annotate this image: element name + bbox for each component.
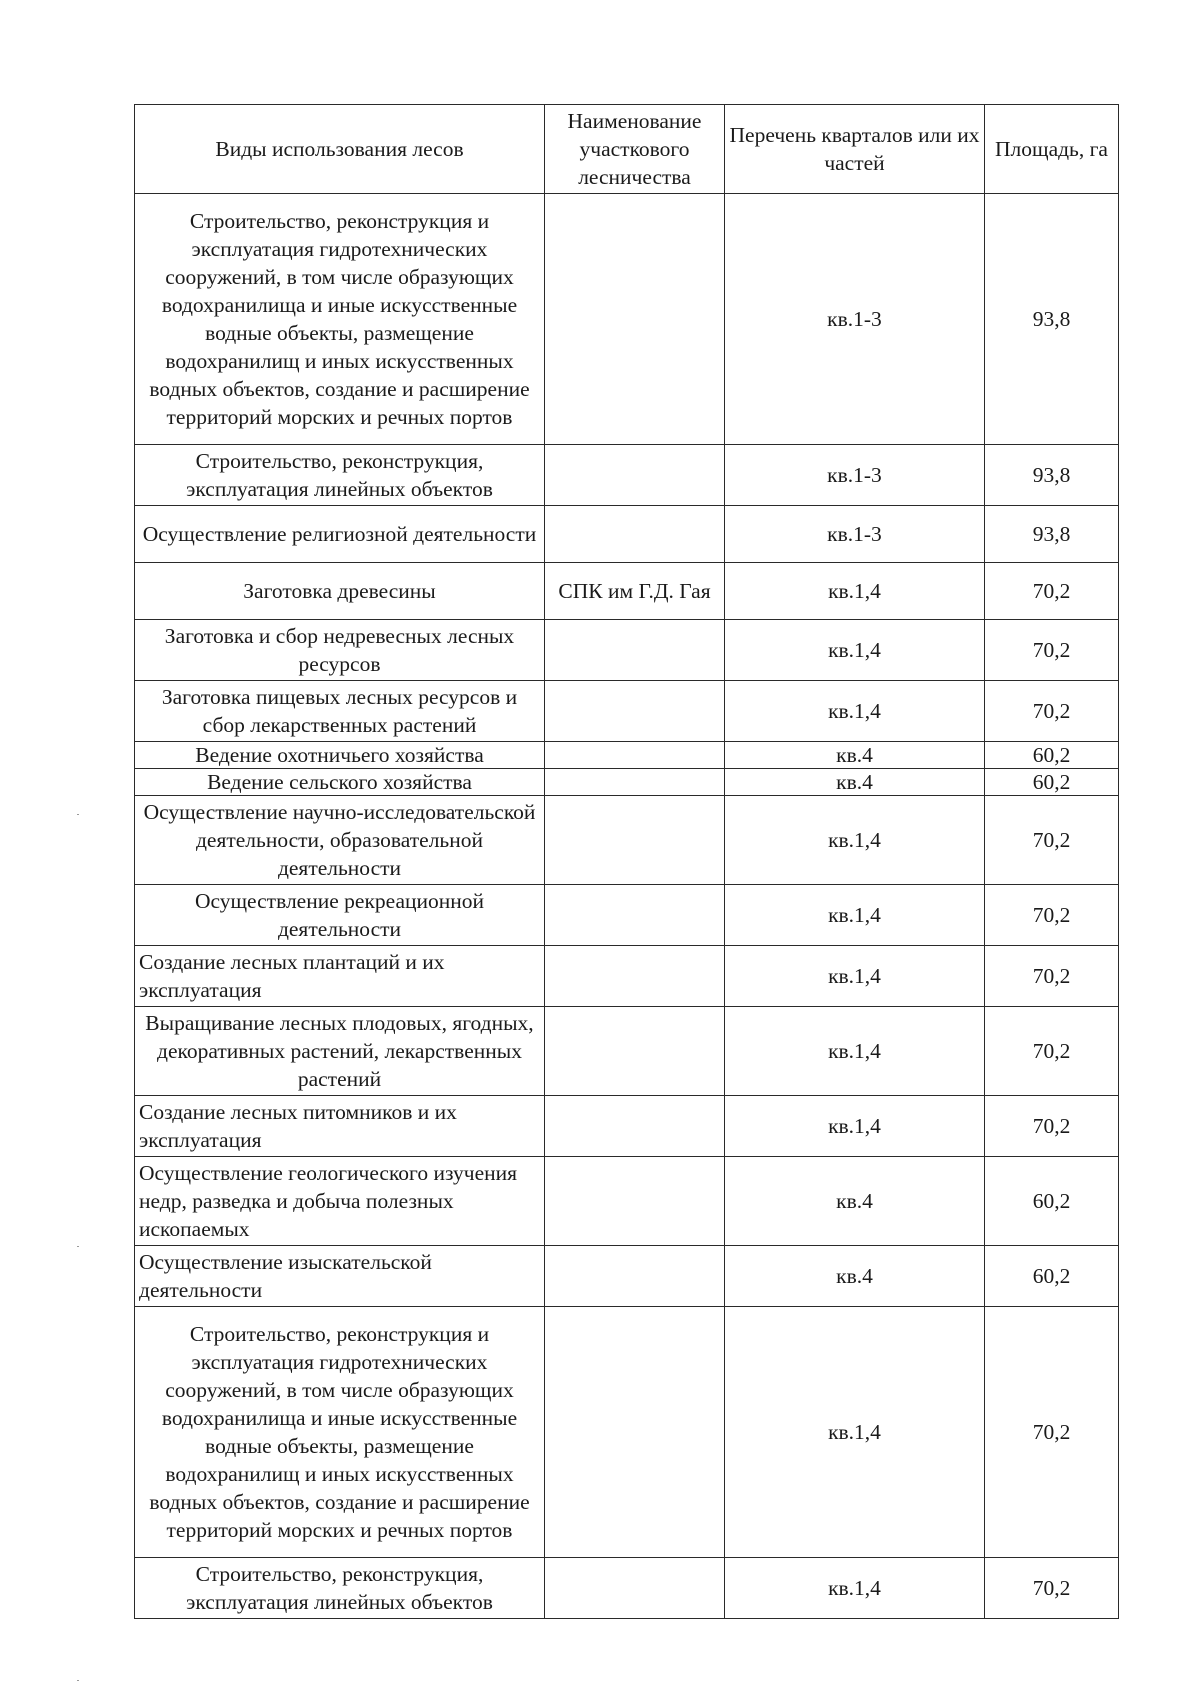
table-row (135, 620, 1119, 681)
quarters-cell: кв.4 (725, 1246, 985, 1307)
table-row (135, 1246, 1119, 1307)
table-row (135, 885, 1119, 946)
forestry-cell (545, 1307, 725, 1558)
quarters-cell: кв.4 (725, 742, 985, 769)
forestry-cell (545, 742, 725, 769)
forestry-cell (545, 1007, 725, 1096)
area-cell: 60,2 (985, 769, 1119, 796)
forestry-cell (545, 1558, 725, 1619)
quarters-cell: кв.1-3 (725, 445, 985, 506)
area-cell: 60,2 (985, 1157, 1119, 1246)
table-row (135, 1007, 1119, 1096)
area-cell: 70,2 (985, 1307, 1119, 1558)
table-row (135, 946, 1119, 1007)
forest-use-cell: Заготовка пищевых лесных ресурсов и сбор лекарственных растений (135, 681, 545, 742)
table-row (135, 742, 1119, 769)
scan-artifact (77, 814, 79, 815)
table-row (135, 1558, 1119, 1619)
forestry-cell (545, 1096, 725, 1157)
forest-use-cell: Осуществление изыскательской деятельности (135, 1246, 545, 1307)
forest-use-cell: Строительство, реконструкция, эксплуатация линейных объектов (135, 1558, 545, 1619)
forestry-cell (545, 885, 725, 946)
forest-use-cell: Заготовка и сбор недревесных лесных ресурсов (135, 620, 545, 681)
forest-use-cell: Осуществление геологического изучения недр, разведка и добыча полезных ископаемых (135, 1157, 545, 1246)
quarters-cell: кв.4 (725, 1157, 985, 1246)
forest-use-cell: Заготовка древесины (135, 563, 545, 620)
forest-use-cell: Создание лесных питомников и их эксплуатация (135, 1096, 545, 1157)
area-cell: 93,8 (985, 194, 1119, 445)
table-header-row (135, 105, 1119, 194)
area-cell: 60,2 (985, 742, 1119, 769)
area-cell: 70,2 (985, 1096, 1119, 1157)
table-row (135, 563, 1119, 620)
forestry-cell (545, 1157, 725, 1246)
forestry-cell (545, 445, 725, 506)
forestry-cell (545, 769, 725, 796)
forestry-cell: СПК им Г.Д. Гая (545, 563, 725, 620)
table-row (135, 194, 1119, 445)
quarters-cell: кв.1,4 (725, 1558, 985, 1619)
quarters-cell: кв.1,4 (725, 796, 985, 885)
header-forest-use-type: Виды использования лесов (135, 105, 545, 194)
quarters-cell: кв.4 (725, 769, 985, 796)
quarters-cell: кв.1,4 (725, 620, 985, 681)
quarters-cell: кв.1,4 (725, 885, 985, 946)
table-row (135, 1307, 1119, 1558)
area-cell: 70,2 (985, 885, 1119, 946)
quarters-cell: кв.1-3 (725, 194, 985, 445)
forest-use-cell: Ведение охотничьего хозяйства (135, 742, 545, 769)
forestry-cell (545, 1246, 725, 1307)
area-cell: 70,2 (985, 796, 1119, 885)
table-row (135, 445, 1119, 506)
area-cell: 70,2 (985, 946, 1119, 1007)
area-cell: 93,8 (985, 506, 1119, 563)
scan-artifact (77, 1680, 79, 1681)
quarters-cell: кв.1-3 (725, 506, 985, 563)
scan-artifact (77, 1246, 79, 1247)
area-cell: 70,2 (985, 620, 1119, 681)
header-quarters-list: Перечень кварталов или их частей (725, 105, 985, 194)
header-area: Площадь, га (985, 105, 1119, 194)
forest-use-cell: Выращивание лесных плодовых, ягодных, декоративных растений, лекарственных растений (135, 1007, 545, 1096)
area-cell: 70,2 (985, 563, 1119, 620)
forestry-cell (545, 946, 725, 1007)
quarters-cell: кв.1,4 (725, 1007, 985, 1096)
header-district-forestry: Наименование участкового лесничества (545, 105, 725, 194)
area-cell: 60,2 (985, 1246, 1119, 1307)
forest-use-cell: Строительство, реконструкция, эксплуатация линейных объектов (135, 445, 545, 506)
area-cell: 93,8 (985, 445, 1119, 506)
quarters-cell: кв.1,4 (725, 1096, 985, 1157)
table-row (135, 1157, 1119, 1246)
forest-use-cell: Строительство, реконструкция и эксплуатация гидротехнических сооружений, в том числе образующих водохранилища и иные искусственные водные объекты, размещение водохранилищ и иных искусственных водных объектов, создание и расширение территорий морских и речных портов (135, 1307, 545, 1558)
table-row (135, 681, 1119, 742)
table-row (135, 769, 1119, 796)
table-row (135, 1096, 1119, 1157)
area-cell: 70,2 (985, 681, 1119, 742)
forestry-cell (545, 796, 725, 885)
quarters-cell: кв.1,4 (725, 1307, 985, 1558)
forestry-cell (545, 194, 725, 445)
forest-use-cell: Создание лесных плантаций и их эксплуатация (135, 946, 545, 1007)
forestry-cell (545, 506, 725, 563)
area-cell: 70,2 (985, 1007, 1119, 1096)
quarters-cell: кв.1,4 (725, 563, 985, 620)
forest-use-cell: Строительство, реконструкция и эксплуатация гидротехнических сооружений, в том числе образующих водохранилища и иные искусственные водные объекты, размещение водохранилищ и иных искусственных водных объектов, создание и расширение территорий морских и речных портов (135, 194, 545, 445)
forestry-cell (545, 620, 725, 681)
forest-use-cell: Осуществление рекреационной деятельности (135, 885, 545, 946)
forestry-cell (545, 681, 725, 742)
forest-use-cell: Осуществление научно-исследовательской деятельности, образовательной деятельности (135, 796, 545, 885)
table-row (135, 796, 1119, 885)
forest-use-cell: Ведение сельского хозяйства (135, 769, 545, 796)
table-row (135, 506, 1119, 563)
area-cell: 70,2 (985, 1558, 1119, 1619)
quarters-cell: кв.1,4 (725, 681, 985, 742)
quarters-cell: кв.1,4 (725, 946, 985, 1007)
forest-use-table (134, 104, 1119, 1619)
forest-use-cell: Осуществление религиозной деятельности (135, 506, 545, 563)
